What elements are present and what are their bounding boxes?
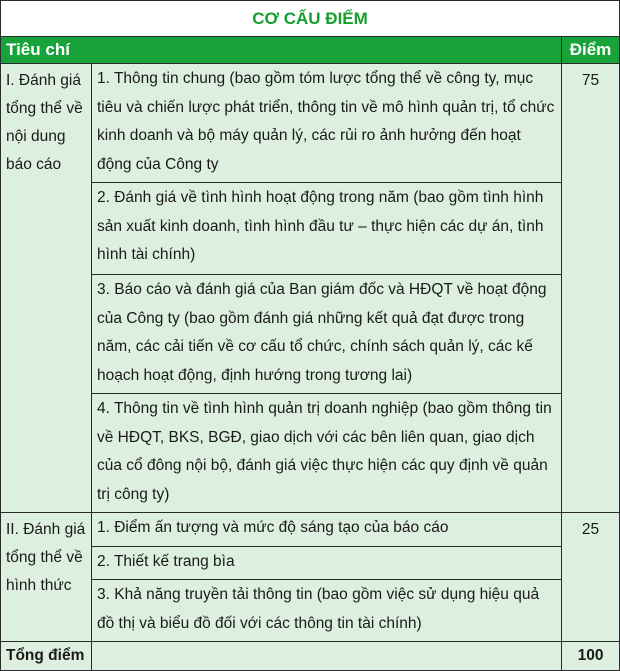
criterion-item: 3. Báo cáo và đánh giá của Ban giám đốc và HĐQT về hoạt động của Công ty (bao gồm đánh giá những kết quả đạt được trong năm, các cải tiến về cơ cấu tổ chức, chính sách quản lý, các kế hoạch hoạt động, định hướng trong tương lai) xyxy=(92,275,562,394)
section-score: 25 xyxy=(562,513,620,642)
criterion-item: 1. Thông tin chung (bao gồm tóm lược tổng thể về công ty, mục tiêu và chiến lược phát triển, thông tin về mô hình quản trị, tổ chức kinh doanh và bộ máy quản lý, các rủi ro ảnh hưởng đến hoạt động của Công ty xyxy=(92,64,562,183)
table-row xyxy=(1,394,620,513)
criterion-item: 3. Khả năng truyền tải thông tin (bao gồm việc sử dụng hiệu quả đồ thị và biểu đồ đối với các thông tin tài chính) xyxy=(92,580,562,642)
table-title: CƠ CẤU ĐIỂM xyxy=(1,1,620,37)
criterion-item: 4. Thông tin về tình hình quản trị doanh nghiệp (bao gồm thông tin về HĐQT, BKS, BGĐ, giao dịch với các bên liên quan, giao dịch của cổ đông nội bộ, đánh giá việc thực hiện các quy định về quản trị công ty) xyxy=(92,394,562,513)
criteria-header: Tiêu chí xyxy=(1,37,562,64)
score-header: Điểm xyxy=(562,37,620,64)
table-row xyxy=(1,513,620,547)
total-spacer xyxy=(92,642,562,671)
total-row xyxy=(1,642,620,671)
criterion-item: 1. Điểm ấn tượng và mức độ sáng tạo của báo cáo xyxy=(92,513,562,547)
total-label: Tổng điểm xyxy=(1,642,92,671)
section-criterion: II. Đánh giá tổng thể về hình thức xyxy=(1,513,92,642)
section-criterion: I. Đánh giá tổng thể về nội dung báo cáo xyxy=(1,64,92,513)
header-row xyxy=(1,37,620,64)
table-row xyxy=(1,183,620,275)
total-score: 100 xyxy=(562,642,620,671)
table-row xyxy=(1,64,620,183)
criterion-item: 2. Thiết kế trang bìa xyxy=(92,546,562,580)
table-row xyxy=(1,546,620,580)
table-row xyxy=(1,275,620,394)
section-score: 75 xyxy=(562,64,620,513)
table-row xyxy=(1,580,620,642)
criterion-item: 2. Đánh giá về tình hình hoạt động trong năm (bao gồm tình hình sản xuất kinh doanh, tình hình đầu tư – thực hiện các dự án, tình hình tài chính) xyxy=(92,183,562,275)
